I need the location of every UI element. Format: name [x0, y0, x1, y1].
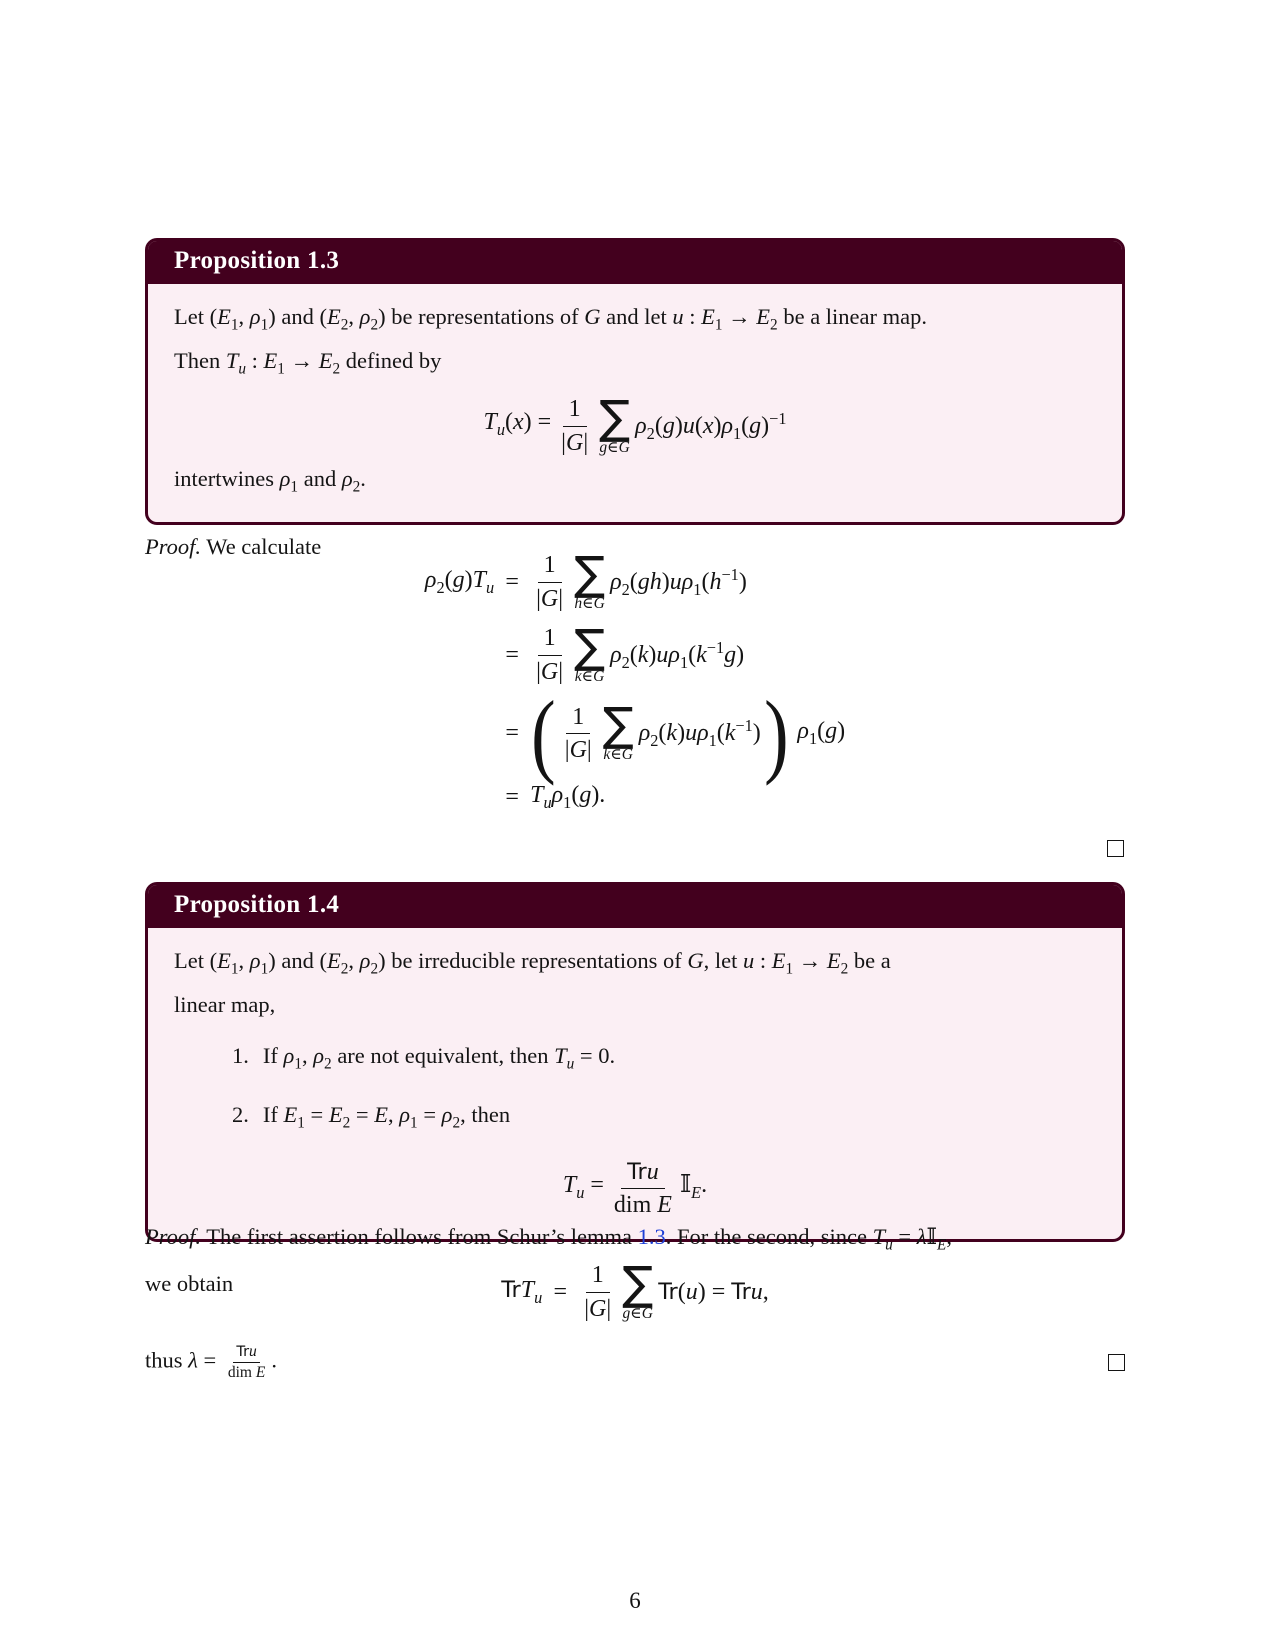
sigma-symbol: ∑ — [574, 545, 606, 600]
conclusion-pre: thus λ = — [145, 1347, 217, 1373]
fraction — [578, 1262, 617, 1323]
fraction-denominator: dim E — [227, 1363, 266, 1381]
lemma-reference-link[interactable]: 1.3 — [637, 1224, 666, 1249]
proposition-1-3-body — [148, 284, 1122, 522]
proof14-lead-line2: we obtain — [145, 1270, 234, 1296]
item-1-label: 1. — [232, 1042, 249, 1068]
fraction — [559, 704, 598, 765]
fraction-denominator: |G| — [536, 658, 564, 685]
eq-rel: = — [553, 1278, 567, 1305]
eq-lhs: TrT$_u$ — [501, 1276, 543, 1307]
eq-rhs: $\rho_2(g)u(x)\rho_1(g)^{-1}$ — [635, 409, 787, 444]
eq-lhs: $T_u(x)$ = — [483, 409, 552, 440]
proof14-lead-pre: Proof. The first assertion follows from Schur’s lemma — [145, 1224, 638, 1249]
eq-row1-lhs: $\rho_2(g)T_u$ — [424, 566, 495, 597]
proposition-1-4-box — [145, 882, 1125, 1242]
proposition-1-3-title: Proposition 1.3 — [148, 241, 1122, 284]
fraction-numerator: Tru — [621, 1159, 665, 1190]
prop14-statement-line2: linear map, — [174, 991, 276, 1017]
eq-term: $\rho_2(gh)u\rho_1(h^{-1})$ — [610, 564, 747, 599]
conclusion-text — [145, 1343, 277, 1382]
eq-row3-rel: = — [505, 720, 519, 747]
eq-row3-rhs: ( $\frac{1}{|G|}$ ∑ k∈G $\rho_2(k)u\rho_1(k^{-1})$ ) $\rho_1(g)$ — [531, 681, 846, 786]
fraction-denominator: |G| — [564, 737, 592, 764]
eq-row4-rhs — [530, 782, 605, 813]
small-fraction — [225, 1343, 268, 1382]
fraction — [530, 625, 569, 686]
prop14-statement-line1: Let ($E_1$, $\rho_1$) and ($E_2$, $\rho_2$) be irreducible representations of G, let u : $E_1 \to E_2$ be a — [174, 948, 891, 978]
proposition-1-4-title: Proposition 1.4 — [148, 885, 1122, 928]
fraction — [608, 1159, 678, 1220]
summation — [599, 389, 631, 456]
summation-limits: k∈G — [603, 746, 633, 764]
summation-limits: g∈G — [622, 1304, 653, 1322]
summation — [574, 618, 606, 685]
qed-box — [1107, 840, 1124, 857]
fraction-denominator: |G| — [536, 585, 564, 612]
eq-term: $\rho_2(k)u\rho_1(k^{-1})$ — [638, 716, 761, 751]
fraction-numerator: 1 — [566, 704, 590, 735]
sigma-symbol: ∑ — [622, 1255, 654, 1310]
summation — [622, 1255, 654, 1322]
conclusion-post: . — [271, 1347, 277, 1373]
eq-lhs: $T_u$ = — [562, 1171, 604, 1202]
page-number: 6 — [629, 1588, 641, 1613]
eq-row2-rhs — [530, 618, 745, 686]
summation-limits: h∈G — [574, 594, 605, 612]
eq-rhs — [578, 1255, 769, 1323]
proof14-equation — [145, 1255, 1125, 1323]
prop13-statement-line1: Let ($E_1$, $\rho_1$) and ($E_2$, $\rho_2$) be representations of G and let u : $E_1 \to E_2$ be a linear map. — [174, 304, 928, 334]
summation — [574, 545, 606, 612]
sigma-symbol: ∑ — [602, 697, 634, 752]
eq-row1-rhs — [530, 545, 747, 613]
prop14-item-1 — [174, 1038, 1096, 1082]
fraction-numerator: Tru — [233, 1343, 259, 1363]
fraction — [555, 396, 594, 457]
prop13-display-equation — [174, 389, 1096, 457]
proof13-lead: Proof. We calculate — [145, 534, 322, 559]
fraction — [530, 552, 569, 613]
fraction-denominator: dim E — [613, 1192, 672, 1219]
eq-tail: 𝕀$_E$. — [679, 1171, 708, 1202]
prop14-item-2 — [174, 1097, 1096, 1141]
sigma-symbol: ∑ — [599, 389, 631, 444]
fraction-numerator: 1 — [563, 396, 587, 427]
proposition-1-3-box — [145, 238, 1125, 525]
prop13-statement-line2: Then $T_u$ : $E_1 \to E_2$ defined by — [174, 347, 442, 377]
summation-limits: g∈G — [599, 438, 630, 456]
item-2-label: 2. — [232, 1102, 249, 1127]
prop13-statement-line3: intertwines $\rho_1$ and $\rho_2$. — [174, 465, 366, 496]
eq-term: $\rho_1(g)$ — [797, 718, 846, 749]
eq-row1-rel: = — [505, 568, 519, 595]
sigma-symbol: ∑ — [574, 618, 606, 673]
eq-term: Tr(u) = Tru, — [658, 1278, 769, 1305]
fraction-denominator: |G| — [584, 1295, 612, 1322]
fraction-numerator: 1 — [586, 1262, 610, 1293]
proof14-conclusion-row — [145, 1343, 1125, 1382]
fraction-denominator: |G| — [561, 429, 589, 456]
fraction-numerator: 1 — [538, 552, 562, 583]
item-1-text: If $\rho_1$, $\rho_2$ are not equivalent, then $T_u = 0$. — [262, 1042, 616, 1072]
eq-row2-rel: = — [505, 641, 519, 668]
proof14-lead-post: . For the second, since $T_u$ = λ𝕀$_E$, — [665, 1224, 953, 1254]
proposition-1-4-body — [148, 928, 1122, 1239]
summation — [602, 697, 634, 764]
eq-term: $T_u\rho_1(g)$. — [530, 782, 606, 813]
fraction-numerator: 1 — [538, 625, 562, 656]
eq-term: $\rho_2(k)u\rho_1(k^{-1}g)$ — [610, 637, 745, 672]
eq-row4-rel: = — [505, 784, 519, 811]
prop14-display-equation — [174, 1159, 1096, 1220]
summation-limits: k∈G — [574, 667, 605, 685]
item-2-text: If $E_1 = E_2 = E$, $\rho_1 = \rho_2$, then — [262, 1102, 511, 1132]
qed-box — [1108, 1354, 1125, 1371]
